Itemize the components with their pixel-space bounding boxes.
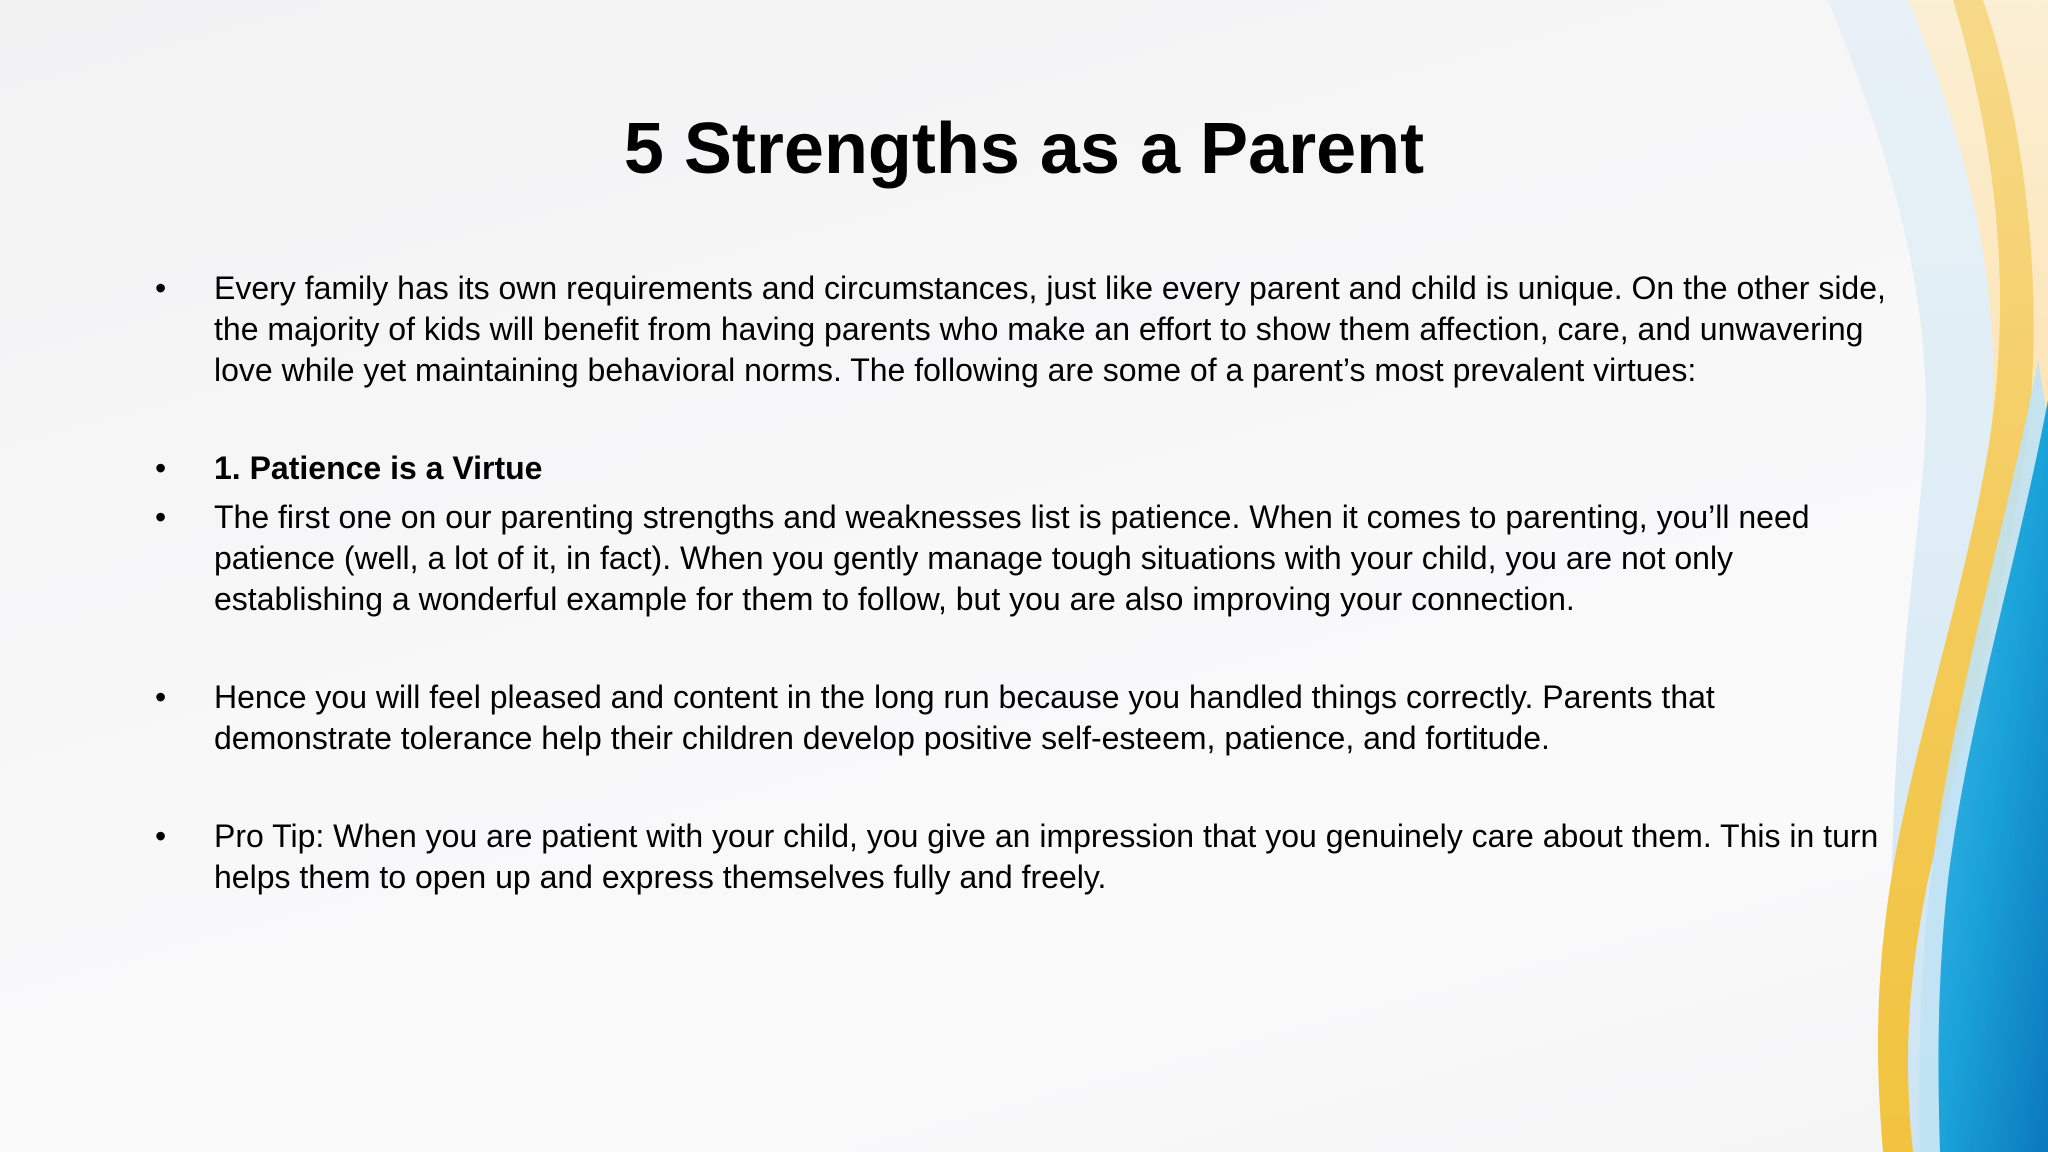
bullet-text: Pro Tip: When you are patient with your child, you give an impression that you genuinely care about them. This in turn helps them to open up and express themselves fully and freely. [214, 818, 1879, 895]
bullet-dot: • [155, 818, 167, 854]
bullet-dot: • [155, 679, 167, 715]
bullet-text: Every family has its own requirements and circumstances, just like every parent and child is unique. On the other side, the majority of kids will benefit from having parents who make an effort to show them affection, care, and unwavering love while yet maintaining behavioral norms. The following are some of a parent’s most prevalent virtues: [214, 270, 1886, 388]
bullet-dot: • [155, 270, 167, 306]
bullet-item-pro-tip [145, 816, 1895, 898]
bullet-text: The first one on our parenting strengths and weaknesses list is patience. When it comes to parenting, you’ll need patience (well, a lot of it, in fact). When you gently manage tough situations with your child, you are not only establishing a wonderful example for them to follow, but you are also improving your connection. [214, 499, 1810, 617]
bullet-item-intro [145, 268, 1895, 391]
bullet-heading-text: 1. Patience is a Virtue [214, 450, 543, 486]
bullet-text: Hence you will feel pleased and content in the long run because you handled things correctly. Parents that demonstrate tolerance help their children develop positive self-esteem, patience, and fortitude. [214, 679, 1715, 756]
bullet-dot: • [155, 450, 167, 486]
bullet-list [145, 268, 1895, 898]
bullet-item-hence [145, 677, 1895, 759]
bullet-item-patience [145, 497, 1895, 620]
slide-title: 5 Strengths as a Parent [623, 109, 1425, 189]
bullet-item-heading [145, 448, 1895, 489]
bullet-dot: • [155, 499, 167, 535]
